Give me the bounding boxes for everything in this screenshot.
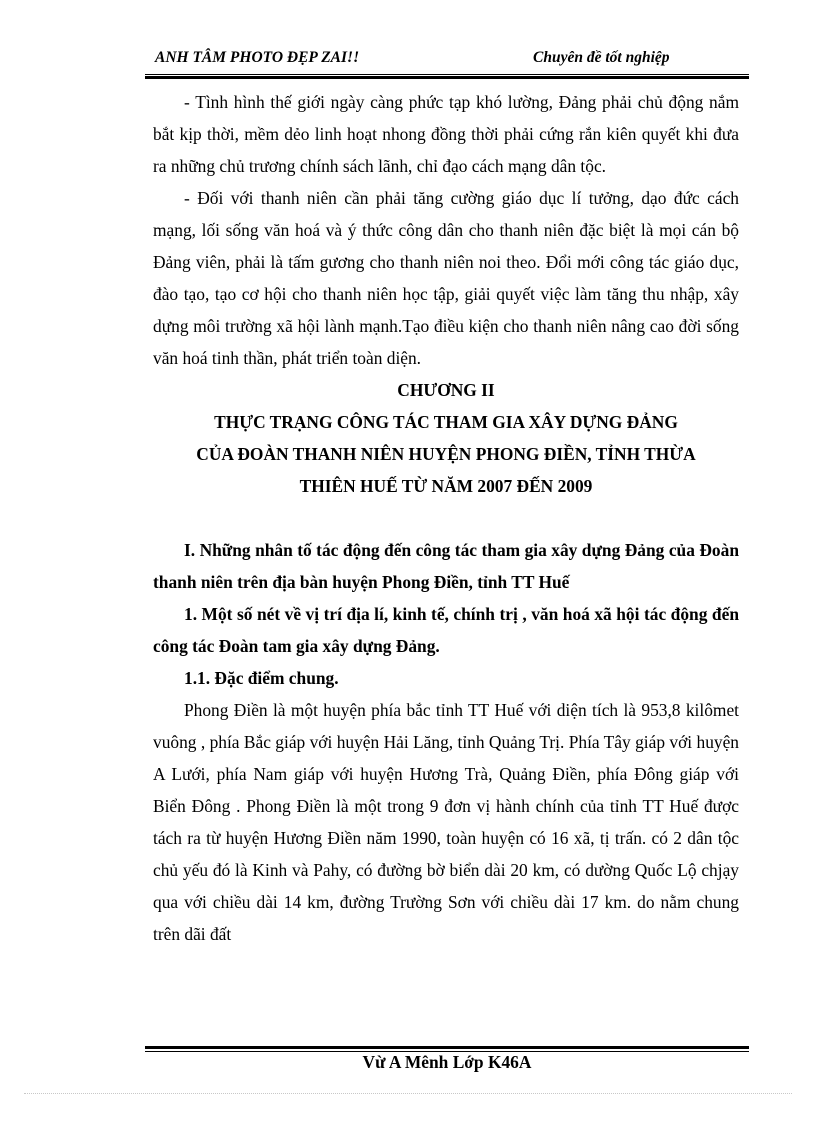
page-header (145, 46, 749, 72)
footer-rule-thick (145, 1046, 749, 1049)
subsubsection-heading: 1.1. Đặc điểm chung. (184, 668, 339, 688)
chapter-number: CHƯƠNG II (397, 380, 495, 400)
body-paragraph: - Tình hình thế giới ngày càng phức tạp khó lường, Đảng phải chủ động nắm bắt kịp thời, mềm dẻo linh hoạt nhong đồng thời phải cứng rắn kiên quyết khi đưa ra những chủ trương chính sách lãnh, chỉ đạo cách mạng dân tộc. (153, 92, 739, 176)
chapter-title-line: CỦA ĐOÀN THANH NIÊN HUYỆN PHONG ĐIỀN, TỈNH THỪA (196, 444, 696, 464)
document-body (153, 86, 739, 950)
section-heading: I. Những nhân tố tác động đến công tác tham gia xây dựng Đảng của Đoàn thanh niên trên địa bàn huyện Phong Điền, tỉnh TT Huế (153, 540, 739, 592)
header-right-text: Chuyên đề tốt nghiệp (533, 49, 670, 66)
body-paragraph: Phong Điền là một huyện phía bắc tỉnh TT Huế với diện tích là 953,8 kilômet vuông , phía Bắc giáp với huyện Hải Lăng, tỉnh Quảng Trị. Phía Tây giáp với huyện A Lưới, phía Nam giáp với huyện Hương Trà, Quảng Điền, phía Đông giáp với Biển Đông . Phong Điền là một trong 9 đơn vị hành chính của tỉnh TT Huế được tách ra từ huyện Hương Điền năm 1990, toàn huyện có 16 xã, tị trấn. có 2 dân tộc chủ yếu đó là Kinh và Pahy, có đường bờ biển dài 20 km, có dường Quốc Lộ chjạy qua với chiều dài 14 km, đường Trường Sơn với chiều dài 17 km. do nằm chung trên dãi đất (153, 700, 739, 944)
chapter-title-line: THIÊN HUẾ TỪ NĂM 2007 ĐẾN 2009 (299, 476, 593, 496)
header-left-text: ANH TÂM PHOTO ĐẸP ZAI!! (155, 49, 360, 66)
page-footer: Vừ A Mênh Lớp K46A (362, 1052, 532, 1072)
page-edge-dotted-line (24, 1093, 792, 1094)
subsection-heading: 1. Một số nét về vị trí địa lí, kinh tế, chính trị , văn hoá xã hội tác động đến công tác Đoàn tam gia xây dựng Đảng. (153, 604, 739, 656)
blank-line (153, 502, 739, 534)
header-rule-thick (145, 76, 749, 79)
chapter-title-line: THỰC TRẠNG CÔNG TÁC THAM GIA XÂY DỰNG ĐẢNG (214, 412, 678, 432)
header-rule-thin (145, 74, 749, 75)
body-paragraph: - Đối với thanh niên cần phải tăng cường giáo dục lí tưởng, dạo đức cách mạng, lối sống văn hoá và ý thức công dân cho thanh niên đặc biệt là mọi cán bộ Đảng viên, phải là tấm gương cho thanh niên noi theo. Đổi mới công tác giáo dục, đào tạo, tạo cơ hội cho thanh niên học tập, giải quyết việc làm tăng thu nhập, xây dựng môi trường xã hội lành mạnh.Tạo điều kiện cho thanh niên nâng cao đời sống văn hoá tinh thần, phát triển toàn diện. (153, 188, 739, 368)
